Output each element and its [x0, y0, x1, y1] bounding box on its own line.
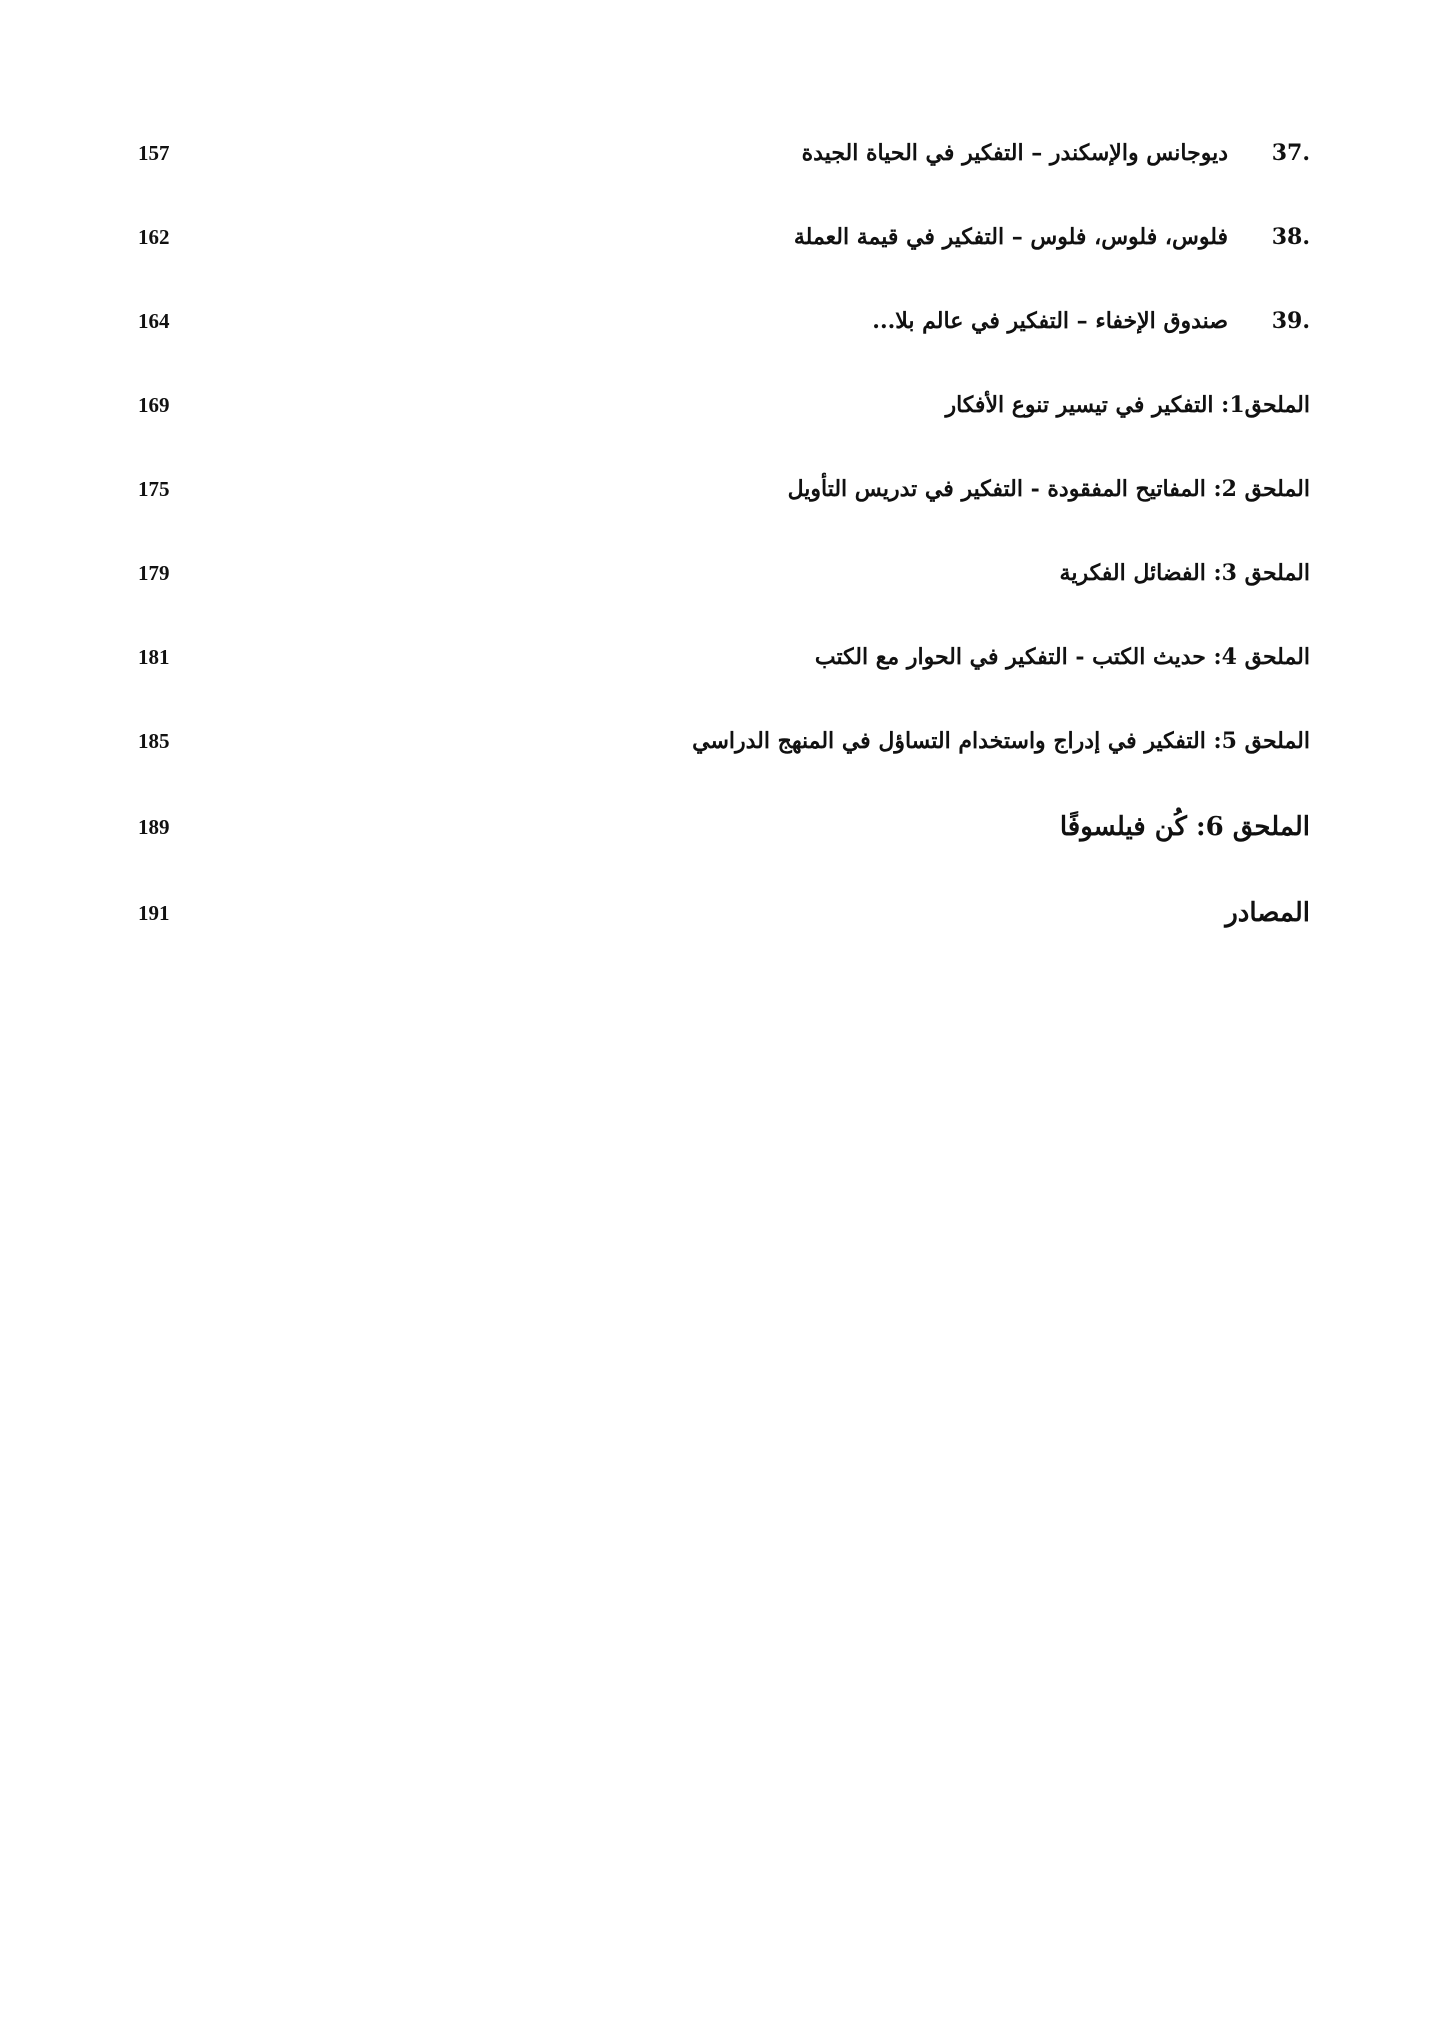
toc-entry-references[interactable] [0, 888, 1445, 938]
toc-entry[interactable] [0, 128, 1445, 178]
page-number: 191 [138, 901, 170, 925]
chapter-number: 38. [1271, 224, 1310, 250]
appendix-title: الملحق1: التفكير في تيسير تنوع الأفكار [945, 392, 1310, 418]
page-number: 181 [138, 645, 170, 669]
chapter-title: فلوس، فلوس، فلوس – التفكير في قيمة العملة [793, 224, 1228, 250]
toc-entry-appendix-4[interactable] [0, 632, 1445, 682]
appendix-title: الملحق 4: حديث الكتب - التفكير في الحوار مع الكتب [814, 644, 1310, 670]
page-number: 179 [138, 561, 170, 585]
page-number: 175 [138, 477, 170, 501]
page-number: 185 [138, 729, 170, 753]
page-number: 169 [138, 393, 170, 417]
chapter-title: صندوق الإخفاء – التفكير في عالم بلا... [872, 308, 1228, 334]
toc-entry[interactable] [0, 296, 1445, 346]
toc-entry-appendix-6[interactable] [0, 802, 1445, 852]
appendix-title: الملحق 5: التفكير في إدراج واستخدام التساؤل في المنهج الدراسي [692, 728, 1310, 754]
appendix-title: الملحق 6: كُن فيلسوفًا [1059, 812, 1310, 842]
toc-entry-appendix-1[interactable] [0, 380, 1445, 430]
chapter-title: ديوجانس والإسكندر – التفكير في الحياة الجيدة [801, 140, 1228, 166]
appendix-title: الملحق 2: المفاتيح المفقودة - التفكير في تدريس التأويل [787, 476, 1310, 502]
toc-entry[interactable] [0, 212, 1445, 262]
chapter-number: 37. [1271, 140, 1310, 166]
page-number: 162 [138, 225, 170, 249]
toc-entry-appendix-5[interactable] [0, 716, 1445, 766]
page-number: 189 [138, 815, 170, 839]
appendix-title: الملحق 3: الفضائل الفكرية [1059, 560, 1310, 586]
references-title: المصادر [1225, 898, 1310, 928]
page-number: 164 [138, 309, 170, 333]
toc-entry-appendix-3[interactable] [0, 548, 1445, 598]
chapter-number: 39. [1271, 308, 1310, 334]
toc-entry-appendix-2[interactable] [0, 464, 1445, 514]
page-number: 157 [138, 141, 170, 165]
